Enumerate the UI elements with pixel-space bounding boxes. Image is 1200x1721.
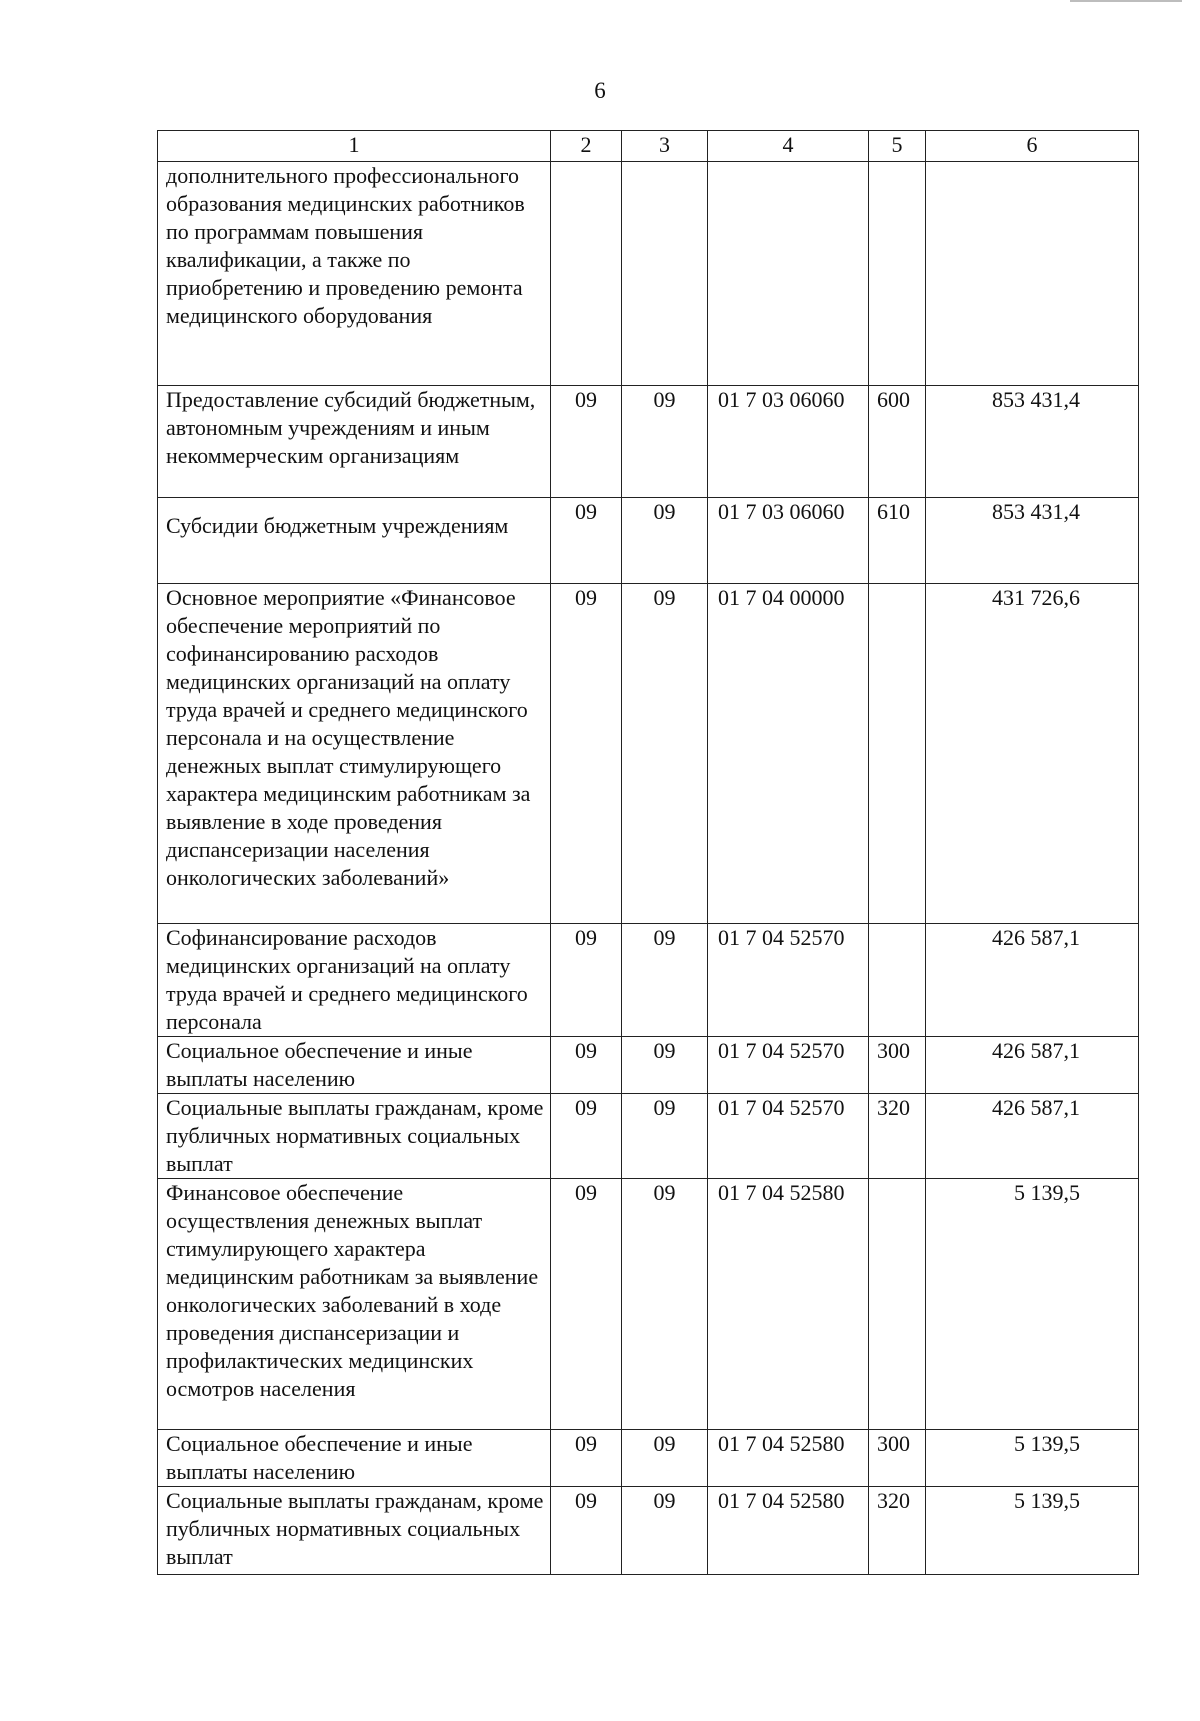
cell-vr [869,584,926,924]
cell-csr: 01 7 04 52570 [708,1037,869,1094]
header-col-4: 4 [708,131,869,162]
cell-sum: 431 726,6 [926,584,1139,924]
cell-vr [869,1179,926,1430]
table-row [158,386,1139,498]
table-row [158,1037,1139,1094]
cell-sum: 426 587,1 [926,1094,1139,1179]
header-col-5: 5 [869,131,926,162]
cell-csr: 01 7 04 52570 [708,924,869,1037]
cell-vr: 610 [869,498,926,584]
cell-pr: 09 [622,1037,708,1094]
cell-sum: 426 587,1 [926,1037,1139,1094]
cell-pr: 09 [622,1179,708,1430]
cell-sum: 5 139,5 [926,1487,1139,1575]
table-row [158,162,1139,386]
cell-rz: 09 [551,1430,622,1487]
cell-vr [869,924,926,1037]
cell-pr [622,162,708,386]
cell-pr: 09 [622,1094,708,1179]
cell-name: дополнительного профессионального образования медицинских работников по программам повышения квалификации, а также по приобретению и проведению ремонта медицинского оборудования [158,162,551,386]
cell-pr: 09 [622,584,708,924]
header-col-3: 3 [622,131,708,162]
page-number: 6 [594,78,606,103]
cell-sum: 853 431,4 [926,386,1139,498]
cell-vr: 320 [869,1094,926,1179]
cell-sum: 853 431,4 [926,498,1139,584]
cell-rz: 09 [551,498,622,584]
cell-csr: 01 7 04 52580 [708,1179,869,1430]
cell-vr: 300 [869,1037,926,1094]
cell-csr [708,162,869,386]
cell-vr: 600 [869,386,926,498]
table-row [158,1094,1139,1179]
header-col-2: 2 [551,131,622,162]
cell-name: Софинансирование расходов медицинских организаций на оплату труда врачей и среднего медицинского персонала [158,924,551,1037]
header-col-6: 6 [926,131,1139,162]
header-col-1: 1 [158,131,551,162]
table-row [158,924,1139,1037]
table-row [158,1430,1139,1487]
cell-vr: 320 [869,1487,926,1575]
cell-vr: 300 [869,1430,926,1487]
cell-vr [869,162,926,386]
table-header-row [158,131,1139,162]
cell-name: Социальные выплаты гражданам, кроме публичных нормативных социальных выплат [158,1487,551,1575]
cell-csr: 01 7 04 52570 [708,1094,869,1179]
cell-pr: 09 [622,1487,708,1575]
table-row [158,1179,1139,1430]
scan-edge-mark [1070,0,1182,2]
cell-name: Основное мероприятие «Финансовое обеспечение мероприятий по софинансированию расходов медицинских организаций на оплату труда врачей и среднего медицинского персонала и на осуществление денежных выплат стимулирующего характера медицинским работникам за выявление в ходе проведения диспансеризации населения онкологических заболеваний» [158,584,551,924]
cell-name: Социальные выплаты гражданам, кроме публичных нормативных социальных выплат [158,1094,551,1179]
cell-csr: 01 7 04 52580 [708,1487,869,1575]
cell-rz: 09 [551,1487,622,1575]
budget-table [157,130,1139,1575]
cell-rz: 09 [551,1094,622,1179]
cell-csr: 01 7 03 06060 [708,386,869,498]
cell-csr: 01 7 04 00000 [708,584,869,924]
cell-rz: 09 [551,1037,622,1094]
cell-csr: 01 7 03 06060 [708,498,869,584]
cell-name-text: Субсидии бюджетным учреждениям [166,513,509,538]
cell-pr: 09 [622,924,708,1037]
table-row [158,584,1139,924]
cell-name [158,498,551,584]
cell-pr: 09 [622,386,708,498]
cell-sum: 5 139,5 [926,1430,1139,1487]
table-row [158,498,1139,584]
cell-rz: 09 [551,924,622,1037]
cell-rz [551,162,622,386]
cell-rz: 09 [551,1179,622,1430]
table-row [158,1487,1139,1575]
cell-sum: 426 587,1 [926,924,1139,1037]
cell-name: Социальное обеспечение и иные выплаты населению [158,1430,551,1487]
cell-pr: 09 [622,498,708,584]
cell-name: Социальное обеспечение и иные выплаты населению [158,1037,551,1094]
cell-name: Предоставление субсидий бюджетным, автономным учреждениям и иным некоммерческим организациям [158,386,551,498]
cell-sum [926,162,1139,386]
cell-pr: 09 [622,1430,708,1487]
cell-rz: 09 [551,584,622,924]
cell-name: Финансовое обеспечение осуществления денежных выплат стимулирующего характера медицинским работникам за выявление онкологических заболеваний в ходе проведения диспансеризации и профилактических медицинских осмотров населения [158,1179,551,1430]
cell-csr: 01 7 04 52580 [708,1430,869,1487]
cell-sum: 5 139,5 [926,1179,1139,1430]
cell-rz: 09 [551,386,622,498]
